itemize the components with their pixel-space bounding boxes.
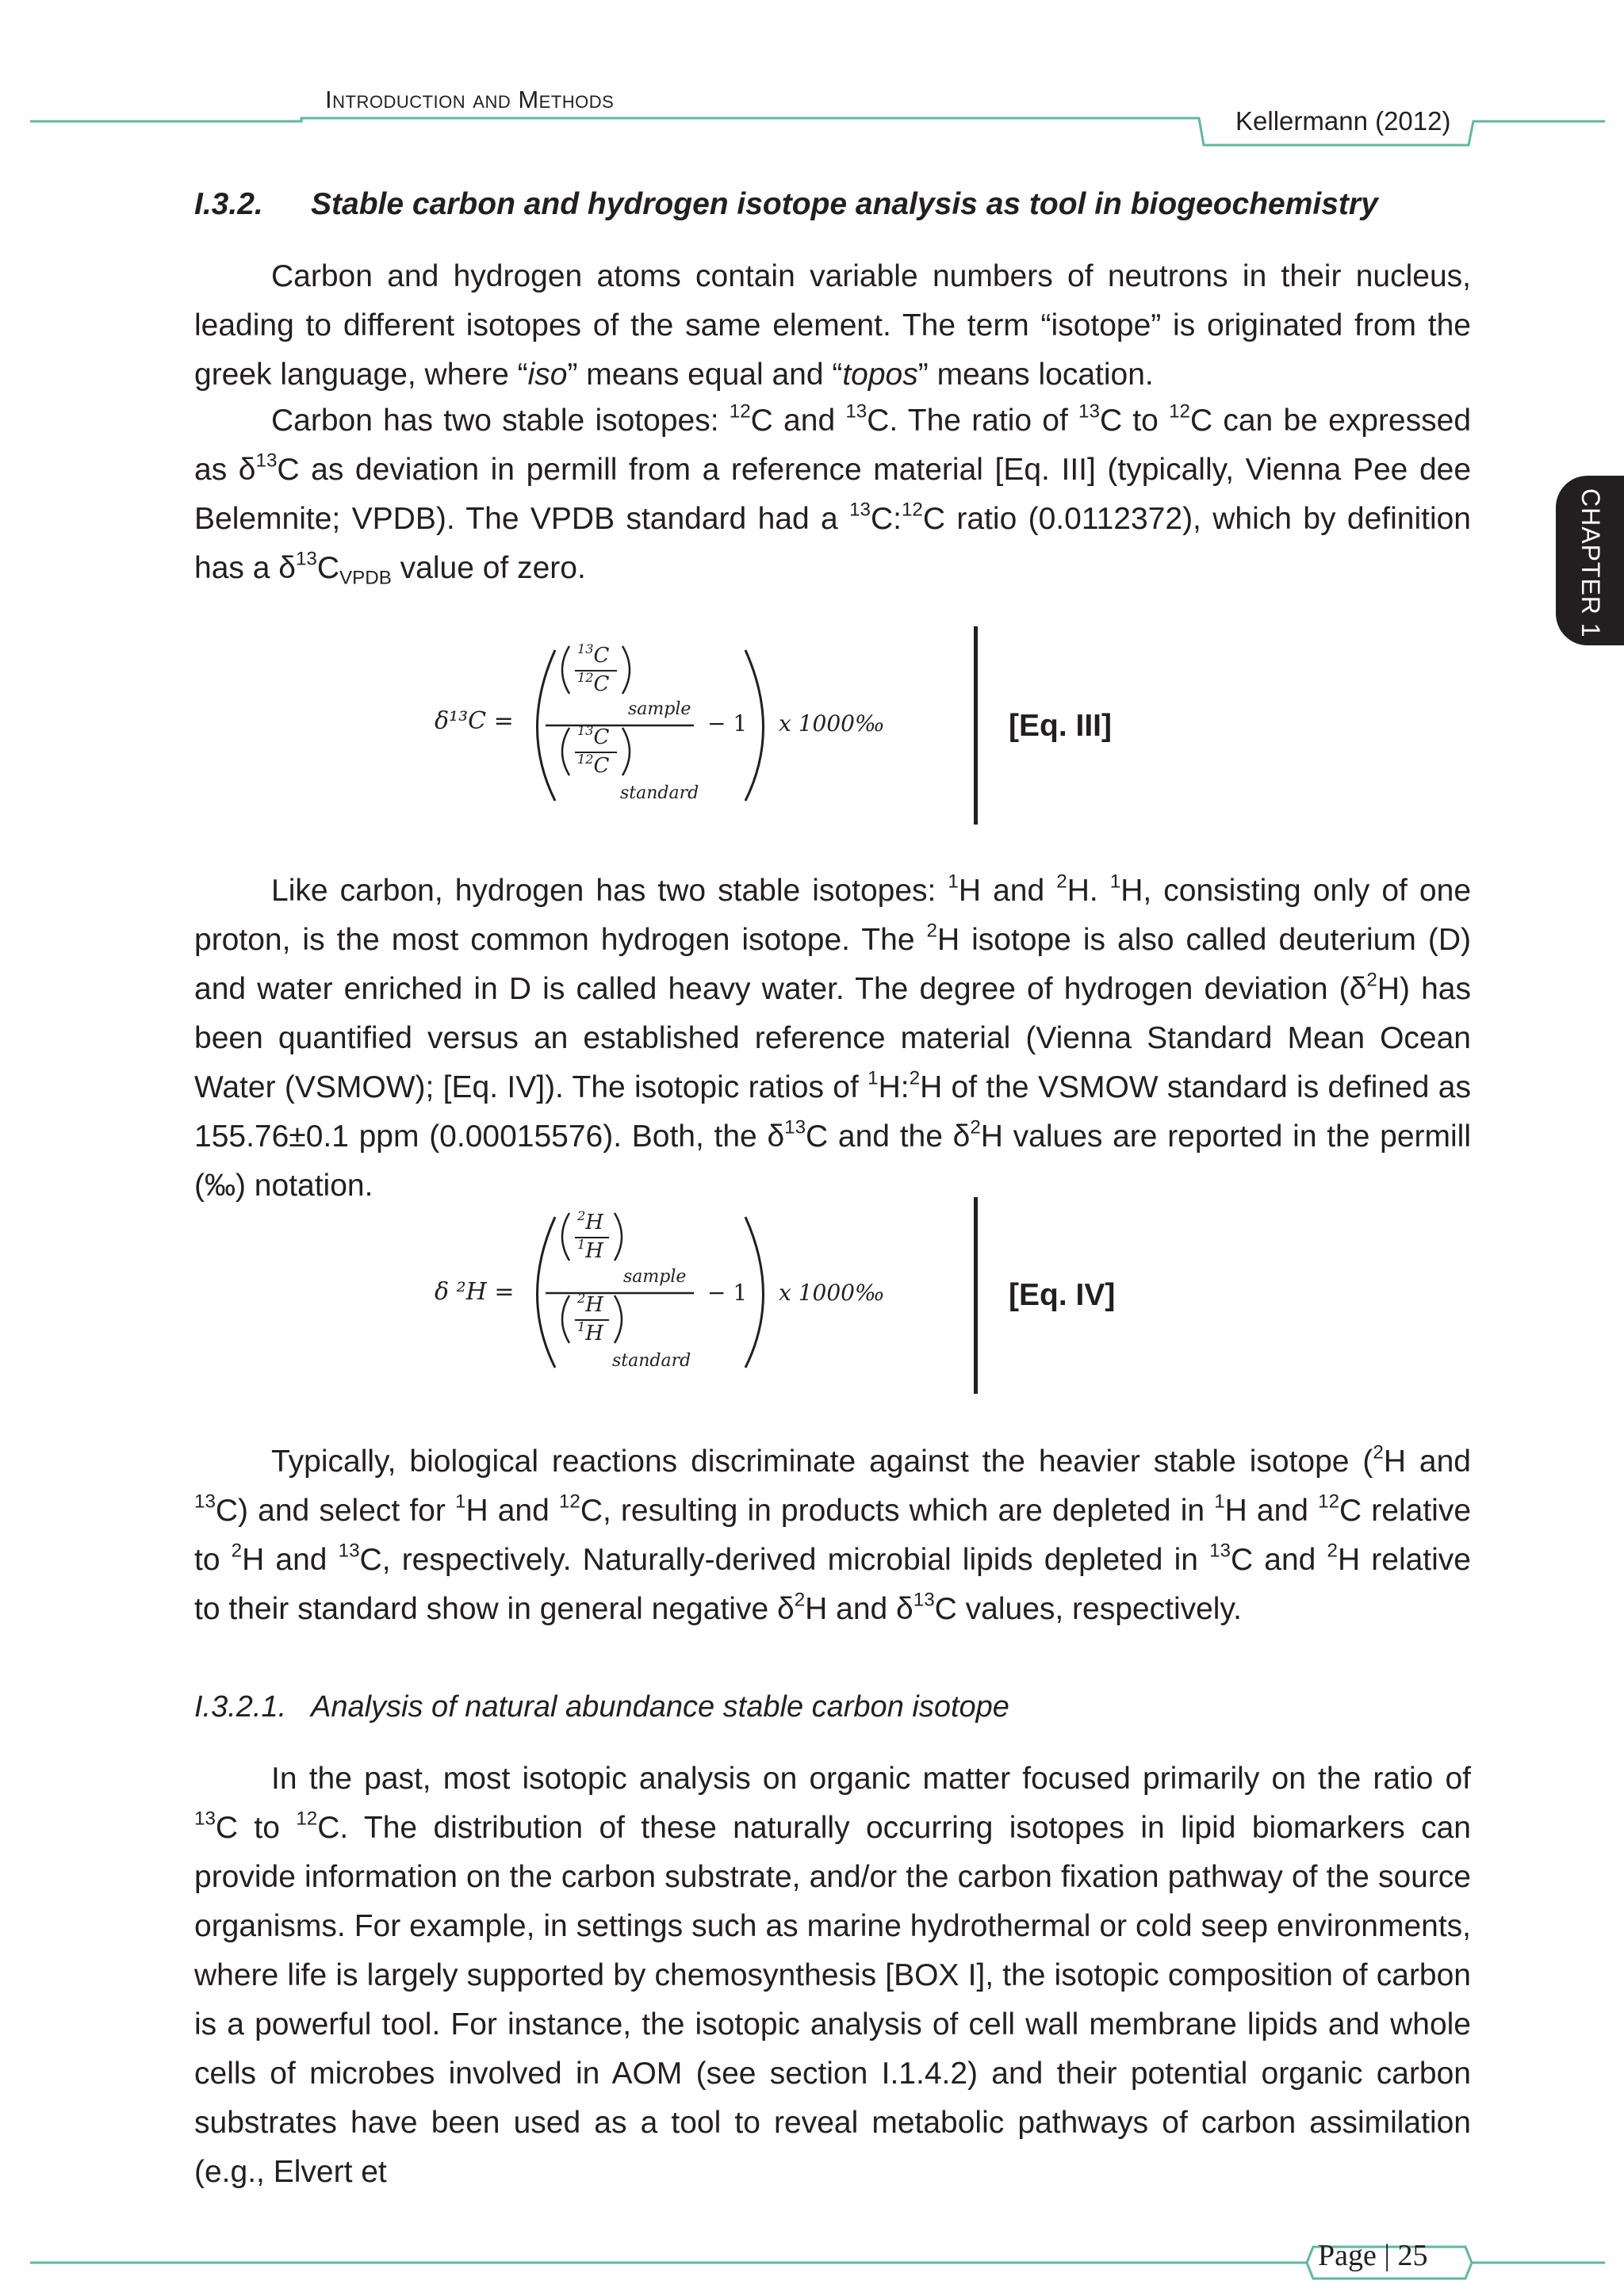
section-title: Stable carbon and hydrogen isotope analysis as tool in biogeochemistry bbox=[311, 187, 1378, 221]
equation-4-num-top: $^2$H bbox=[577, 1208, 603, 1234]
equation-4-label: [Eq. IV] bbox=[1009, 1278, 1116, 1312]
equation-3-den-bottom: $^{12}$C bbox=[577, 752, 610, 778]
equation-4-sample: sample bbox=[623, 1267, 687, 1287]
equation-3-num-top: $^{13}$C bbox=[577, 641, 610, 668]
equation-3-sample: sample bbox=[628, 699, 691, 719]
paragraph-1: Carbon and hydrogen atoms contain variable numbers of neutrons in their nucleus, leading to different isotopes of the same element. The term “isotope” is originated from the greek language, where “iso” means equal and “topos” means location. bbox=[194, 259, 1471, 392]
section-number: I.3.2. bbox=[194, 187, 263, 221]
subsection-number: I.3.2.1. bbox=[194, 1690, 287, 1724]
running-header-author: Kellermann (2012) bbox=[1235, 106, 1451, 136]
page-number: Page | 25 bbox=[1318, 2239, 1428, 2272]
equation-3-label: [Eq. III] bbox=[1009, 709, 1112, 743]
equation-4-standard: standard bbox=[612, 1351, 691, 1371]
subsection-title: Analysis of natural abundance stable carbon isotope bbox=[311, 1690, 1009, 1724]
equation-4-times: x 1000‰ bbox=[779, 1280, 885, 1306]
equation-3-minus-one: − 1 bbox=[707, 710, 748, 737]
equation-3-den-top: $^{13}$C bbox=[577, 723, 610, 749]
running-header-title: Introduction and Methods bbox=[325, 86, 615, 113]
equation-4-num-bottom: $^1$H bbox=[577, 1237, 603, 1263]
equation-4-den-bottom: $^1$H bbox=[577, 1319, 603, 1345]
paragraph-2: Carbon has two stable isotopes: $^{12}$C and $^{13}$C. The ratio of $^{13}$C to $^{12}$C can be expressed as $\delta^{13}C$ as deviation in permill from a reference material [Eq. III] (typically, Vienna Pee dee Belemnite; VPDB). The VPDB standard had a $^{13}$C:$^{12}$C ratio (0.0112372), which by definition has a $\delta^{13}C_{VPDB}$ value of zero. bbox=[194, 400, 1472, 589]
equation-3-lhs: δ¹³C = bbox=[435, 707, 514, 735]
paragraph-5: In the past, most isotopic analysis on organic matter focused primarily on the ratio of $^{13}$C to $^{12}$C. The distribution of these naturally occurring isotopes in lipid biomarkers can provide information on the carbon substrate, and/or the carbon fixation pathway of the source organisms. For example, in settings such as marine hydrothermal or cold seep environments, where life is largely supported by chemosynthesis [BOX I], the isotopic composition of carbon is a powerful tool. For instance, the isotopic analysis of cell wall membrane lipids and whole cells of microbes involved in AOM (see section I.1.4.2) and their potential organic carbon substrates have been used as a tool to reveal metabolic pathways of carbon assimilation (e.g., Elvert et bbox=[194, 1762, 1471, 2189]
paragraph-4: Typically, biological reactions discriminate against the heavier stable isotope ($^2$H and $^{13}$C) and select for $^1$H and $^{12}$C, resulting in products which are depleted in $^1$H and $^{12}$C relative to $^2$H and $^{13}$C, respectively. Naturally-derived microbial lipids depleted in $^{13}$C and $^2$H relative to their standard show in general negative $\delta^2H$ and $\delta^{13}C$ values, respectively. bbox=[194, 1441, 1472, 1626]
paragraph-3: Like carbon, hydrogen has two stable isotopes: $^1$H and $^2$H. $^1$H, consisting only of one proton, is the most common hydrogen isotope. The $^2$H isotope is also called deuterium (D) and water enriched in D is called heavy water. The degree of hydrogen deviation $(\delta^2H)$ has been quantified versus an established reference material (Vienna Standard Mean Ocean Water (VSMOW); [Eq. IV]). The isotopic ratios of $^1$H:$^2$H of the VSMOW standard is defined as 155.76±0.1 ppm (0.00015576). Both, the $\delta^{13}C$ and the $\delta^2H$ values are reported in the permill (‰) notation. bbox=[194, 871, 1472, 1203]
equation-3-num-bottom: $^{12}$C bbox=[577, 670, 610, 696]
equation-4-divider bbox=[974, 1197, 978, 1394]
equation-4-den-top: $^2$H bbox=[577, 1291, 603, 1317]
equation-4-minus-one: − 1 bbox=[707, 1280, 748, 1306]
chapter-tab-label: CHAPTER 1 bbox=[1576, 488, 1605, 638]
equation-4-lhs: δ ²H = bbox=[435, 1278, 515, 1306]
equation-3-times: x 1000‰ bbox=[779, 710, 885, 737]
equation-3-standard: standard bbox=[620, 783, 699, 803]
